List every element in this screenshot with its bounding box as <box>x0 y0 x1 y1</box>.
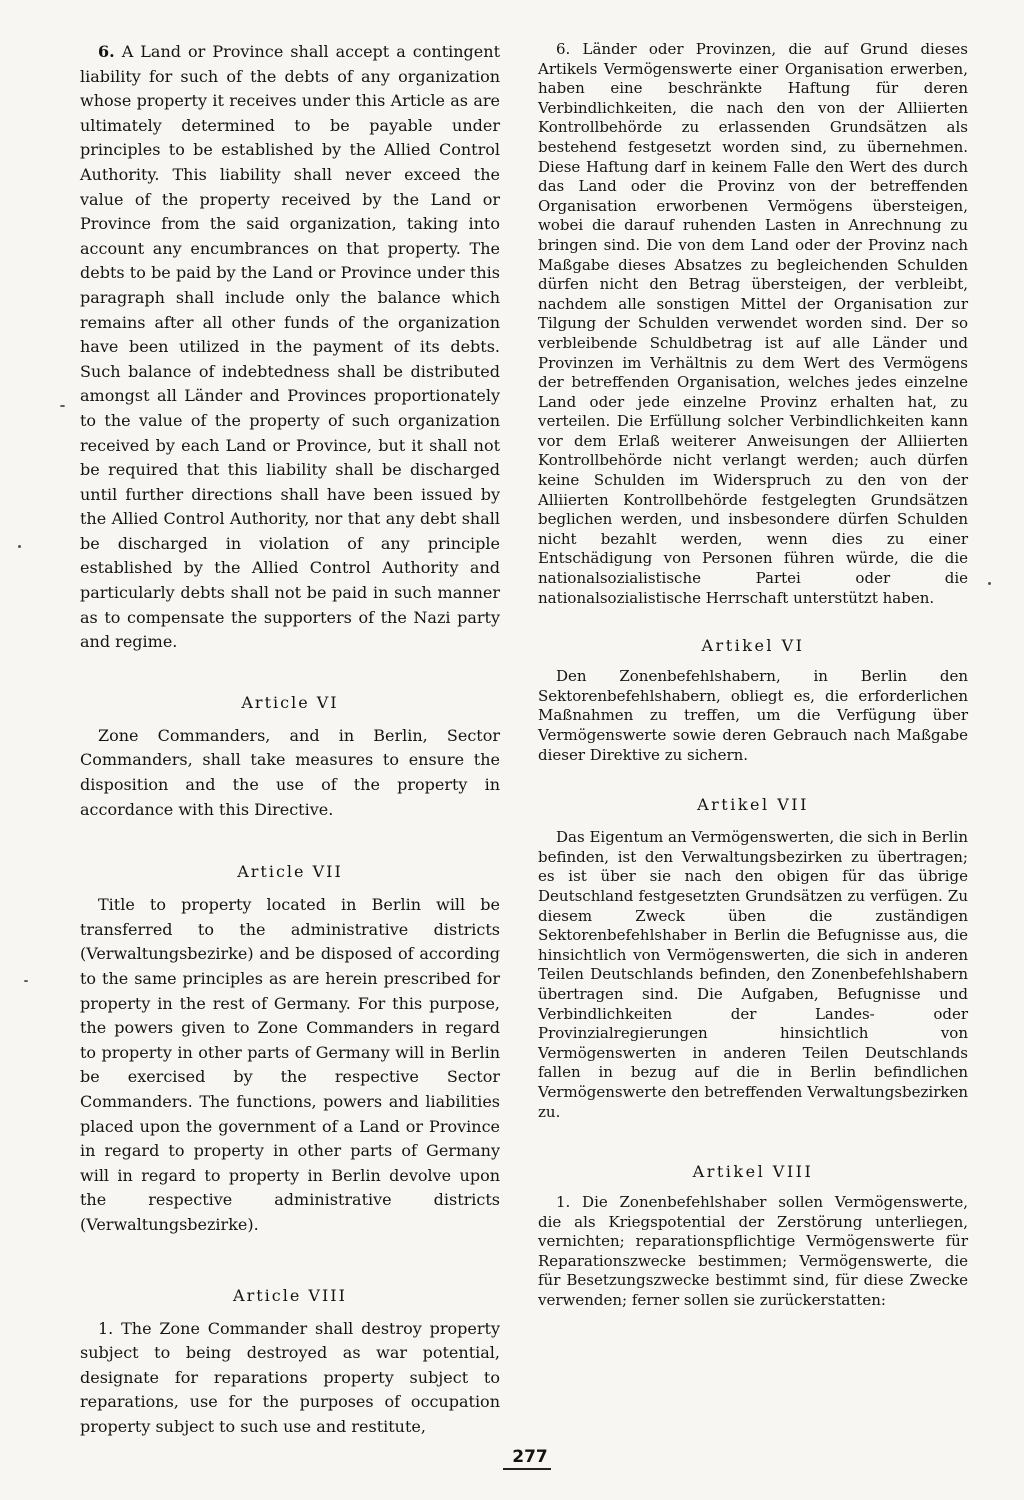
english-column <box>80 40 500 1440</box>
en-paragraph-6 <box>80 40 500 655</box>
page-number-underline <box>503 1468 551 1470</box>
scan-speck <box>18 545 21 548</box>
en-article-6-text: Zone Commanders, and in Berlin, Sector Commanders, shall take measures to ensure the disposition and the use of the property in accordance with this Directive. <box>80 725 500 819</box>
en-paragraph-6-number: 6. <box>98 42 115 61</box>
de-article-6-heading: Artikel VI <box>701 636 805 656</box>
de-article-6-text: Den Zonenbefehlshabern, in Berlin den Sektorenbefehlshabern, obliegt es, die erforderlichen Maßnahmen zu treffen, um die Verfügung über Vermögenswerte sowie deren Gebrauch nach Maßgabe dieser Direktive zu sichern. <box>538 667 968 764</box>
de-article-7-text: Das Eigentum an Vermögenswerten, die sich in Berlin befinden, ist den Verwaltungsbezirken zu übertragen; es ist über sie nach den obigen für das übrige Deutschland festgesetzten Grundsätzen zu verfügen. Zu diesem Zweck üben die zuständigen Sektorenbefehlshaber in Berlin die Befugnisse aus, die hinsichtlich von Vermögenswerten, die sich in anderen Teilen Deutschlands befinden, den Zonenbefehlshabern übertragen sind. Die Aufgaben, Befugnisse und Verbindlichkeiten der Landes- oder Provinzialregierungen hinsichtlich von Vermögenswerten in anderen Teilen Deutschlands fallen in bezug auf die in Berlin befindlichen Vermögenswerte den betreffenden Verwaltungsbezirken zu. <box>538 828 968 1121</box>
page-number: 277 <box>512 1447 548 1467</box>
de-paragraph-6: 6. Länder oder Provinzen, die auf Grund dieses Artikels Vermögenswerte einer Organisation erwerben, haben eine beschränkte Haftung für deren Verbindlichkeiten, die nach den von der Alliierten Kontrollbehörde zu erlassenden Grundsätzen als bestehend festgesetzt worden sind, zu übernehmen. Diese Haftung darf in keinem Falle den Wert des durch das Land oder die Provinz von der betreffenden Organisation erworbenen Vermögens übersteigen, wobei die darauf ruhenden Lasten in Anrechnung zu bringen sind. Die von dem Land oder der Provinz nach Maßgabe dieses Absatzes zu begleichenden Schulden dürfen nicht den Betrag übersteigen, der verbleibt, nachdem alle sonstigen Mittel der Organisation zur Tilgung der Schulden verwendet worden sind. Der so verbleibende Schuldbetrag ist auf alle Länder und Provinzen im Verhältnis zu dem Wert des Vermögens der betreffenden Organisation, welches jedes einzelne Land oder jede einzelne Provinz erhalten hat, zu verteilen. Die Erfüllung solcher Verbindlichkeiten kann vor dem Erlaß weiterer Anweisungen der Alliierten Kontrollbehörde nicht verlangt werden; auch dürfen keine Schulden im Widerspruch zu den von der Alliierten Kontrollbehörde festgelegten Grundsätzen beglichen werden, und insbesondere dürfen Schulden nicht bezahlt werden, wenn dies zu einer Entschädigung von Personen führen würde, die die nationalsozialistische Partei oder die nationalsozialistische Herrschaft unterstützt haben. <box>538 40 968 607</box>
scan-speck <box>988 582 991 585</box>
en-article-7-heading: Article VII <box>237 862 343 882</box>
en-article-7-text: Title to property located in Berlin will be transferred to the administrative districts (Verwaltungsbezirke) and be disposed of according to the same principles as are herein prescribed for property in the rest of Germany. For this purpose, the powers given to Zone Commanders in regard to property in other parts of Germany will in Berlin be exercised by the respective Sector Commanders. The functions, powers and liabilities placed upon the government of a Land or Province in regard to property in other parts of Germany will in regard to property in Berlin devolve upon the respective administrative districts (Verwaltungsbezirke). <box>80 895 500 1234</box>
en-article-6-heading: Article VI <box>241 692 339 712</box>
de-article-7-heading: Artikel VII <box>697 795 809 815</box>
en-paragraph-6-text: A Land or Province shall accept a contingent liability for such of the debts of any organization whose property it receives under this Article as are ultimately determined to be payable under principles to be established by the Allied Control Authority. This liability shall never exceed the value of the property received by the Land or Province from the said organization, taking into account any encumbrances on that property. The debts to be paid by the Land or Province under this paragraph shall include only the balance which remains after all other funds of the organization have been utilized in the payment of its debts. Such balance of indebtedness shall be distributed amongst all Länder and Provinces proportionately to the value of the property of such organization received by each Land or Province, but it shall not be required that this liability shall be discharged until further directions shall have been issued by the Allied Control Authority, nor that any debt shall be discharged in violation of any principle established by the Allied Control Authority and particularly debts shall not be paid in such manner as to compensate the supporters of the Nazi party and regime. <box>80 42 500 652</box>
de-article-8-text: 1. Die Zonenbefehlshaber sollen Vermögenswerte, die als Kriegspotential der Zerstörung unterliegen, vernichten; reparationspflichtige Vermögenswerte für Reparationszwecke bestimmen; Vermögenswerte, die für Besetzungszwecke bestimmt sind, für diese Zwecke verwenden; ferner sollen sie zurückerstatten: <box>538 1193 968 1310</box>
de-article-8-heading: Artikel VIII <box>692 1162 814 1182</box>
german-column <box>538 40 968 1311</box>
scan-speck <box>24 980 28 982</box>
scan-speck <box>60 405 65 407</box>
en-article-8-text: 1. The Zone Commander shall destroy property subject to being destroyed as war potential, designate for reparations property subject to reparations, use for the purposes of occupation property subject to such use and restitute, <box>80 1318 500 1436</box>
en-article-8-heading: Article VIII <box>233 1285 347 1305</box>
